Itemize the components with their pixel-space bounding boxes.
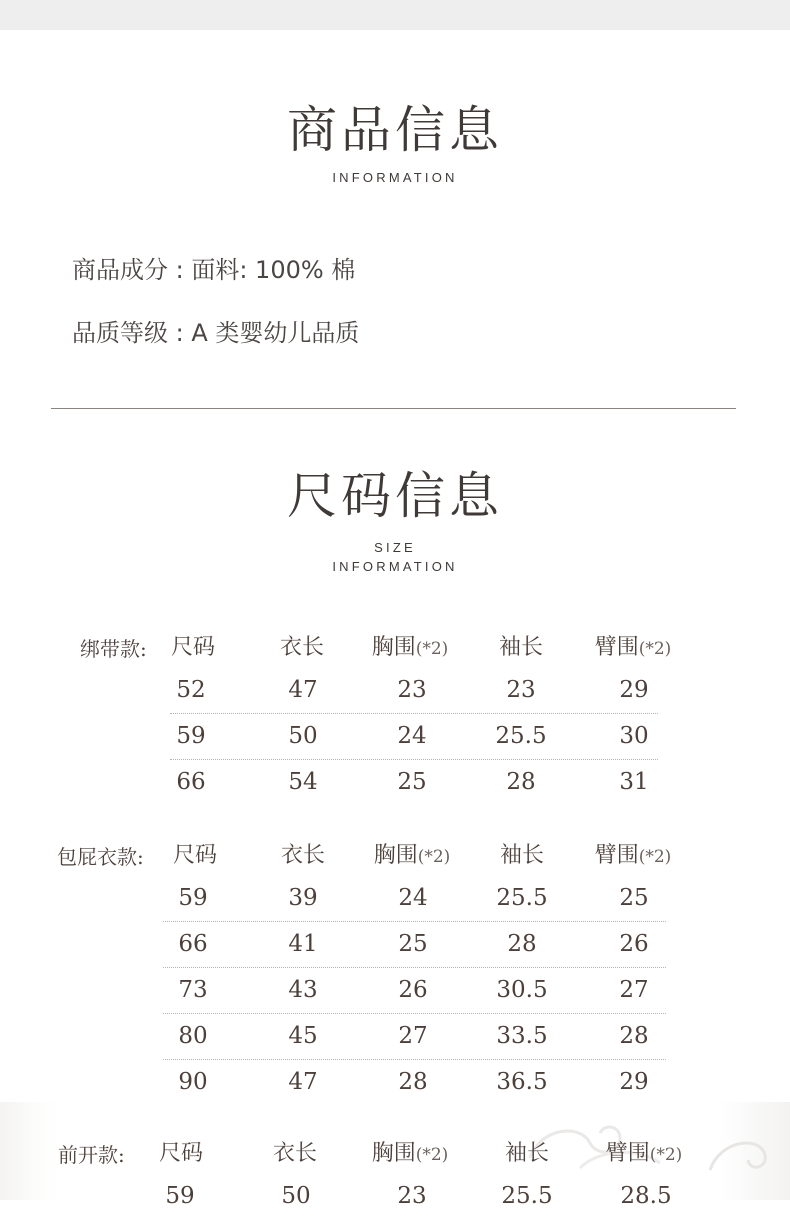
table-cell: 36.5 (496, 1069, 548, 1095)
table-cell: 25 (619, 885, 649, 911)
table-label: 绑带款: (80, 637, 147, 661)
table-cell: 59 (178, 885, 208, 911)
header-sleeve: 袖长 (504, 1141, 550, 1166)
table-cell: 30.5 (496, 977, 548, 1003)
header-length: 衣长 (279, 635, 325, 660)
row-divider (163, 967, 666, 968)
table-cell: 28 (619, 1023, 649, 1049)
table-cell: 28 (506, 769, 536, 795)
table-cell: 25.5 (501, 1183, 553, 1209)
header-size: 尺码 (172, 843, 218, 868)
header-sleeve: 袖长 (498, 635, 544, 660)
size-info-subtitle-line1: SIZE (374, 540, 416, 555)
row-divider (170, 759, 658, 760)
table-cell: 28 (507, 931, 537, 957)
table-cell: 50 (281, 1183, 311, 1209)
table-cell: 30 (619, 723, 649, 749)
table-cell: 23 (506, 677, 536, 703)
row-divider (163, 1013, 666, 1014)
top-bar (0, 0, 790, 30)
table-cell: 41 (288, 931, 318, 957)
product-info-subtitle: INFORMATION (332, 170, 458, 185)
header-sleeve: 袖长 (499, 843, 545, 868)
table-cell: 29 (619, 677, 649, 703)
table-cell: 24 (397, 723, 427, 749)
header-chest: 胸围(*2) (373, 843, 451, 868)
row-divider (170, 713, 658, 714)
table-cell: 90 (178, 1069, 208, 1095)
header-size: 尺码 (170, 635, 216, 660)
table-cell: 52 (176, 677, 206, 703)
table-cell: 27 (619, 977, 649, 1003)
table-cell: 31 (619, 769, 649, 795)
table-cell: 27 (398, 1023, 428, 1049)
table-cell: 66 (178, 931, 208, 957)
table-cell: 66 (176, 769, 206, 795)
fabric-composition-line: 商品成分 : 面料: 100% 棉 (72, 256, 356, 284)
size-info-subtitle-line2: INFORMATION (332, 559, 458, 574)
table-cell: 25.5 (495, 723, 547, 749)
table-cell: 25 (398, 931, 428, 957)
table-cell: 26 (619, 931, 649, 957)
table-cell: 43 (288, 977, 318, 1003)
table-cell: 59 (165, 1183, 195, 1209)
header-arm: 臂围(*2) (594, 635, 672, 660)
header-chest: 胸围(*2) (371, 1141, 449, 1166)
header-chest: 胸围(*2) (371, 635, 449, 660)
table-cell: 45 (288, 1023, 318, 1049)
table-cell: 23 (397, 677, 427, 703)
table-cell: 47 (288, 1069, 318, 1095)
table-label: 包屁衣款: (57, 845, 144, 869)
header-length: 衣长 (280, 843, 326, 868)
header-arm: 臂围(*2) (594, 843, 672, 868)
table-cell: 23 (397, 1183, 427, 1209)
table-cell: 47 (288, 677, 318, 703)
table-label: 前开款: (58, 1143, 125, 1167)
table-cell: 28 (398, 1069, 428, 1095)
table-cell: 28.5 (620, 1183, 672, 1209)
table-cell: 59 (176, 723, 206, 749)
quality-grade-line: 品质等级 : A 类婴幼儿品质 (72, 319, 360, 347)
header-length: 衣长 (272, 1141, 318, 1166)
table-cell: 50 (288, 723, 318, 749)
table-cell: 80 (178, 1023, 208, 1049)
table-cell: 39 (288, 885, 318, 911)
table-cell: 25.5 (496, 885, 548, 911)
table-cell: 26 (398, 977, 428, 1003)
table-cell: 29 (619, 1069, 649, 1095)
section-divider (51, 408, 736, 409)
cloud-swirl-decoration-right (700, 1110, 780, 1190)
row-divider (163, 921, 666, 922)
header-size: 尺码 (158, 1141, 204, 1166)
table-cell: 24 (398, 885, 428, 911)
table-cell: 33.5 (496, 1023, 548, 1049)
size-info-title: 尺码信息 (287, 467, 503, 525)
product-info-title: 商品信息 (287, 101, 503, 159)
header-arm: 臂围(*2) (605, 1141, 683, 1166)
table-cell: 54 (288, 769, 318, 795)
table-cell: 73 (178, 977, 208, 1003)
table-cell: 25 (397, 769, 427, 795)
row-divider (163, 1059, 666, 1060)
